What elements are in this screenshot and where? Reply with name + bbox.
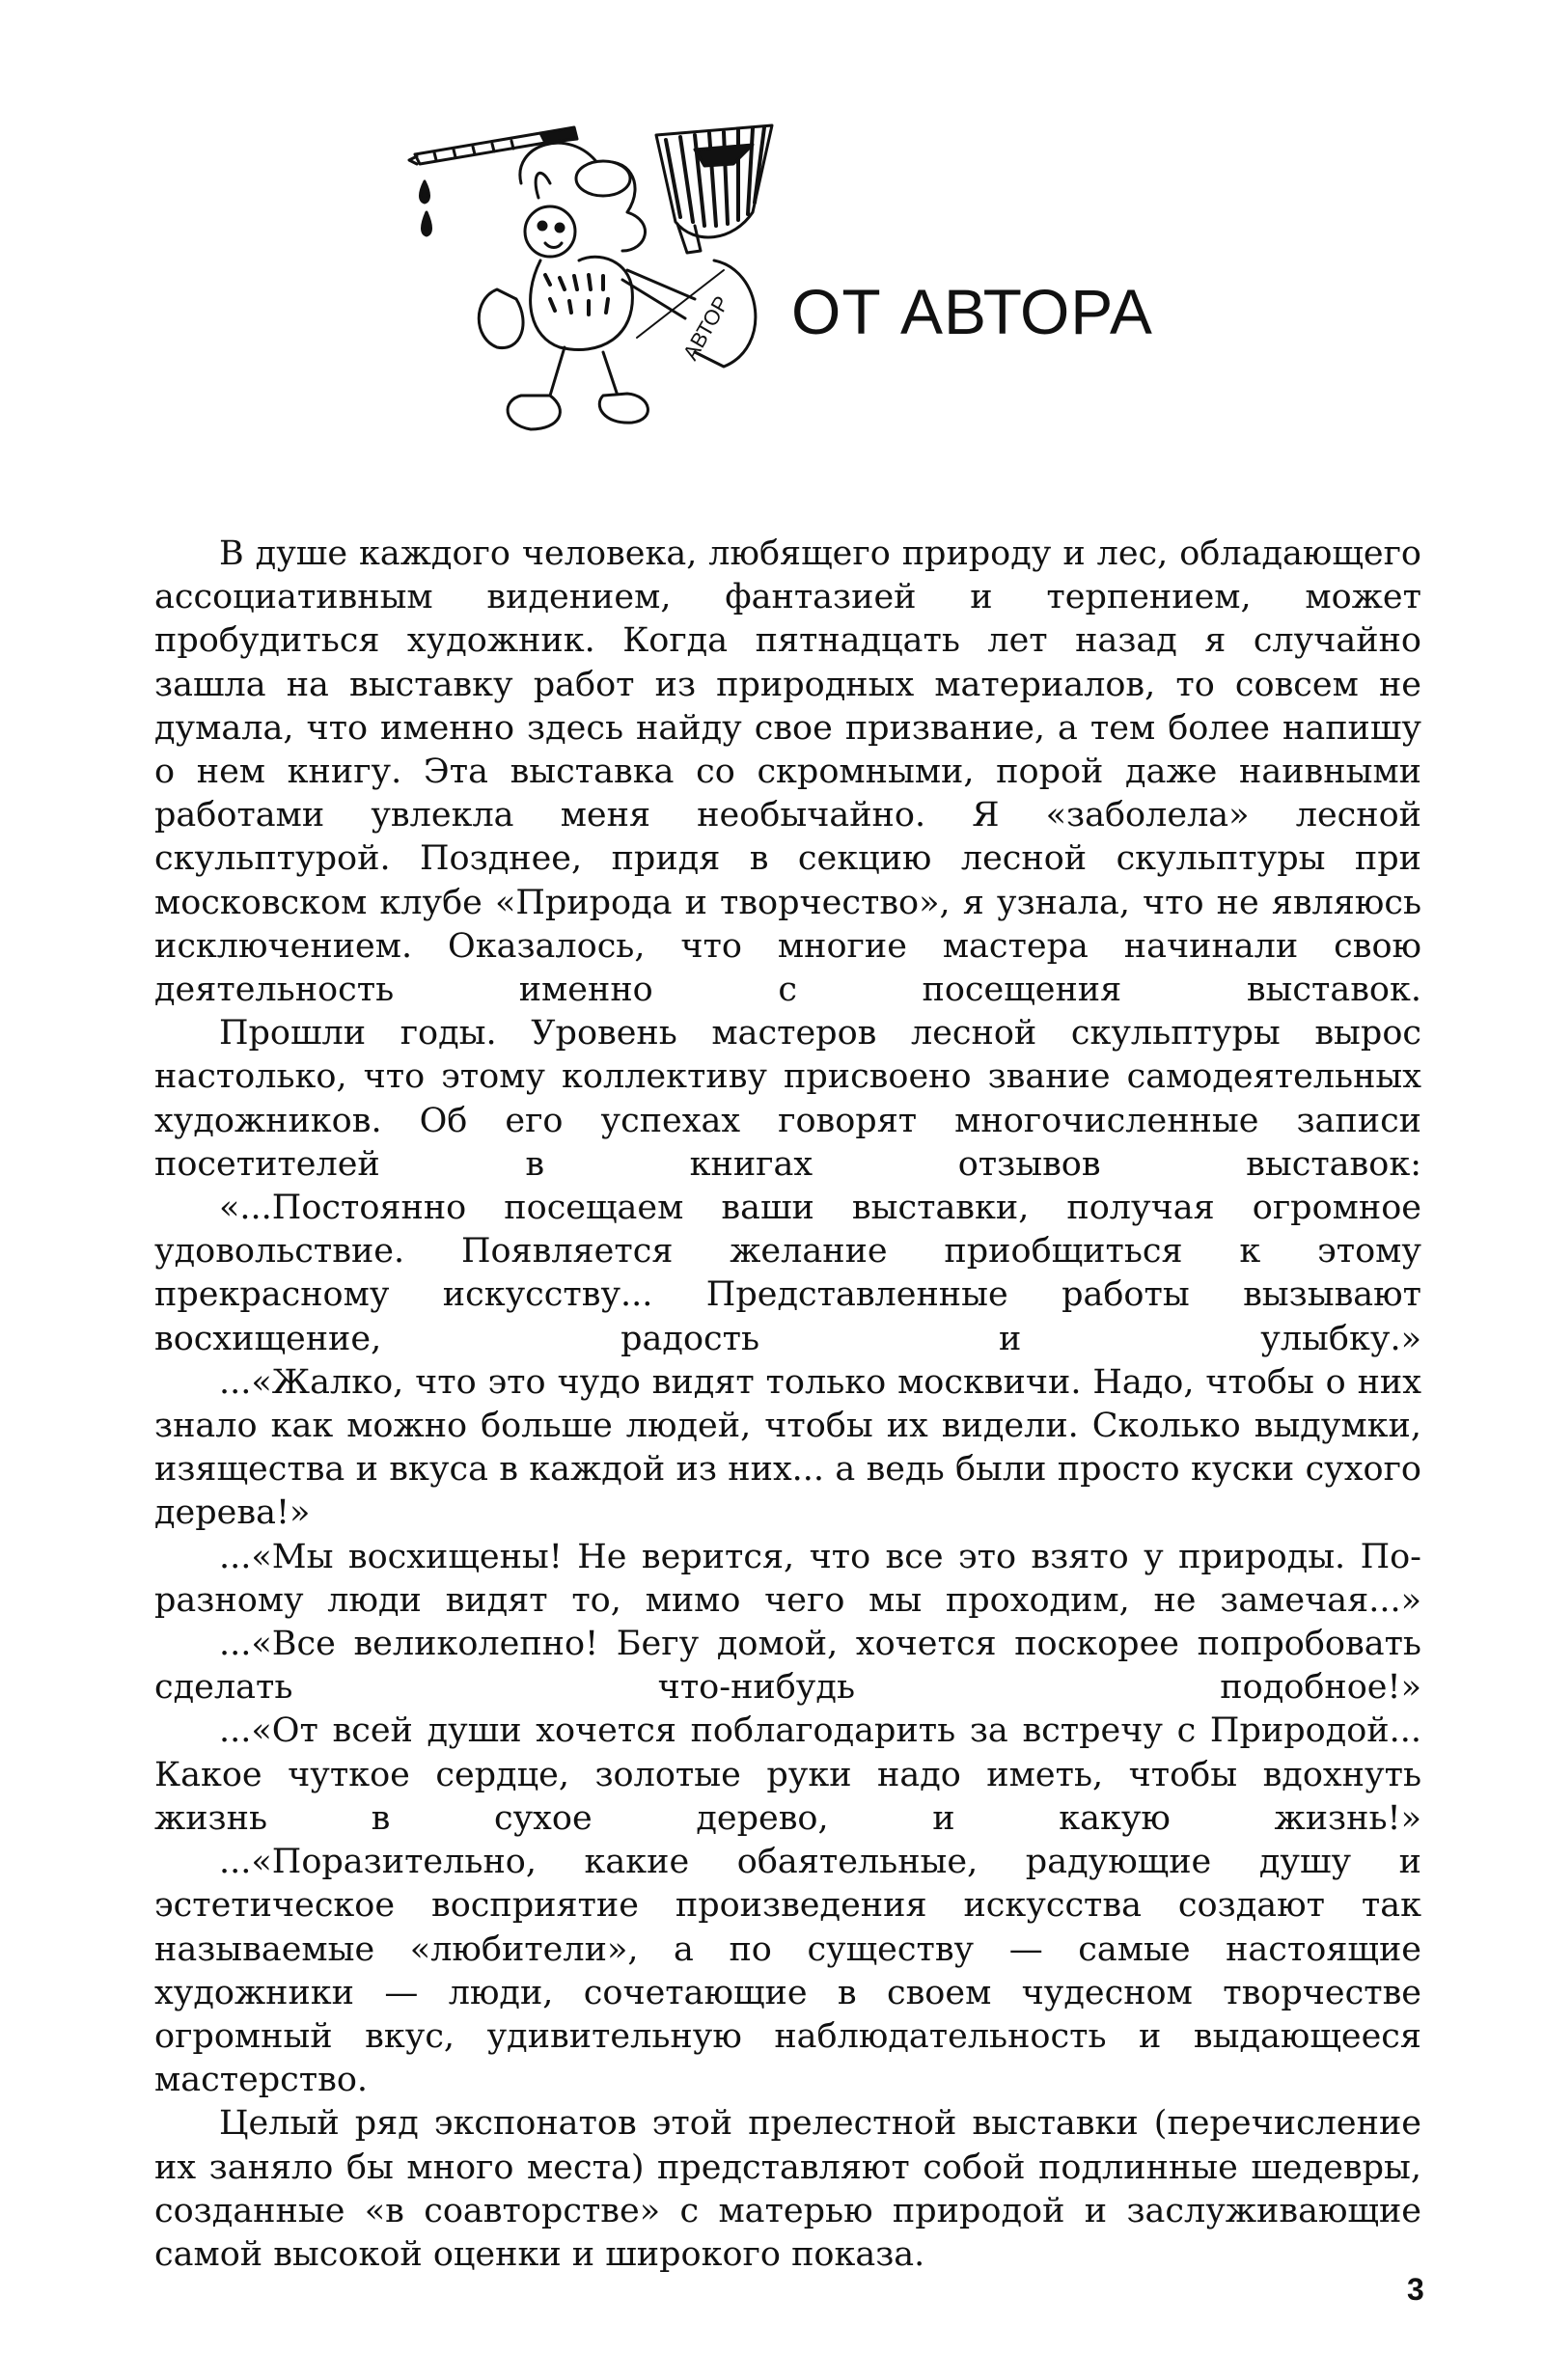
quote-paragraph: ...«Жалко, что это чудо видят только москвичи. Надо, чтобы о них знало как можно больше людей, чтобы их видели. Сколько выдумки, изящества и вкуса в каждой из них... а ведь были просто куски сухого дерева!» — [154, 1362, 1421, 1533]
fan-icon — [656, 125, 772, 253]
quote-paragraph: «...Постоянно посещаем ваши выставки, получая огромное удовольствие. Появляется желание приобщиться к этому прекрасному искусству... Представленные работы вызывают восхищение, радость и улыбку.» — [154, 1189, 1421, 1358]
quote-paragraph: ...«Мы восхищены! Не верится, что все это взято у природы. По-разному люди видят то, мимо чего мы проходим, не замечая...» — [154, 1537, 1421, 1620]
paragraph: Прошли годы. Уровень мастеров лесной скульптуры вырос настолько, что этому коллективу присвоено звание самодеятельных художников. Об его успехах говорят многочисленные записи посетителей в книгах отзывов выставок: — [154, 1014, 1421, 1184]
quote-paragraph: ...«Все великолепно! Бегу домой, хочется поскорее попробовать сделать что-нибудь подобное!» — [154, 1625, 1421, 1708]
paragraph: В душе каждого человека, любящего природу и лес, обладающего ассоциативным видением, фантазией и терпением, может пробудиться художник. Когда пятнадцать лет назад я случайно зашла на выставку работ из природных материалов, то совсем не думала, что именно здесь найду свое призвание, а тем более напишу о нем книгу. Эта выставка со скромными, порой даже наивными работами увлекла меня необычайно. Я «заболела» лесной скульптурой. Позднее, придя в секцию лесной скульптуры при московском клубе «Природа и творчество», я узнала, что не являюсь исключением. Оказалось, что многие мастера начинали свою деятельность именно с посещения выставок. — [154, 534, 1421, 1010]
quote-paragraph: ...«Поразительно, какие обаятельные, радующие душу и эстетическое восприятие произведения искусства создают так называемые «любители», а по существу — самые настоящие художники — люди, сочетающие в своем чудесном творчестве огромный вкус, удивительную наблюдательность и выдающееся мастерство. — [154, 1843, 1421, 2100]
paragraph: Целый ряд экспонатов этой прелестной выставки (перечисление их заняло бы много места) представляют собой подлинные шедевры, созданные «в соавторстве» с матерью природой и заслуживающие самой высокой оценки и широкого показа. — [154, 2104, 1421, 2274]
author-gnome-illustration — [405, 106, 849, 453]
page-title: ОТ АВТОРА — [791, 276, 1153, 347]
illustration-lettering: АВТОР — [677, 291, 734, 365]
quote-paragraph: ...«От всей души хочется поблагодарить за встречу с Природой... Какое чуткое сердце, золотые руки надо иметь, чтобы вдохнуть жизнь в сухое дерево, и какую жизнь!» — [154, 1711, 1421, 1838]
body-text — [154, 533, 1421, 2277]
page-number: 3 — [1407, 2272, 1424, 2307]
